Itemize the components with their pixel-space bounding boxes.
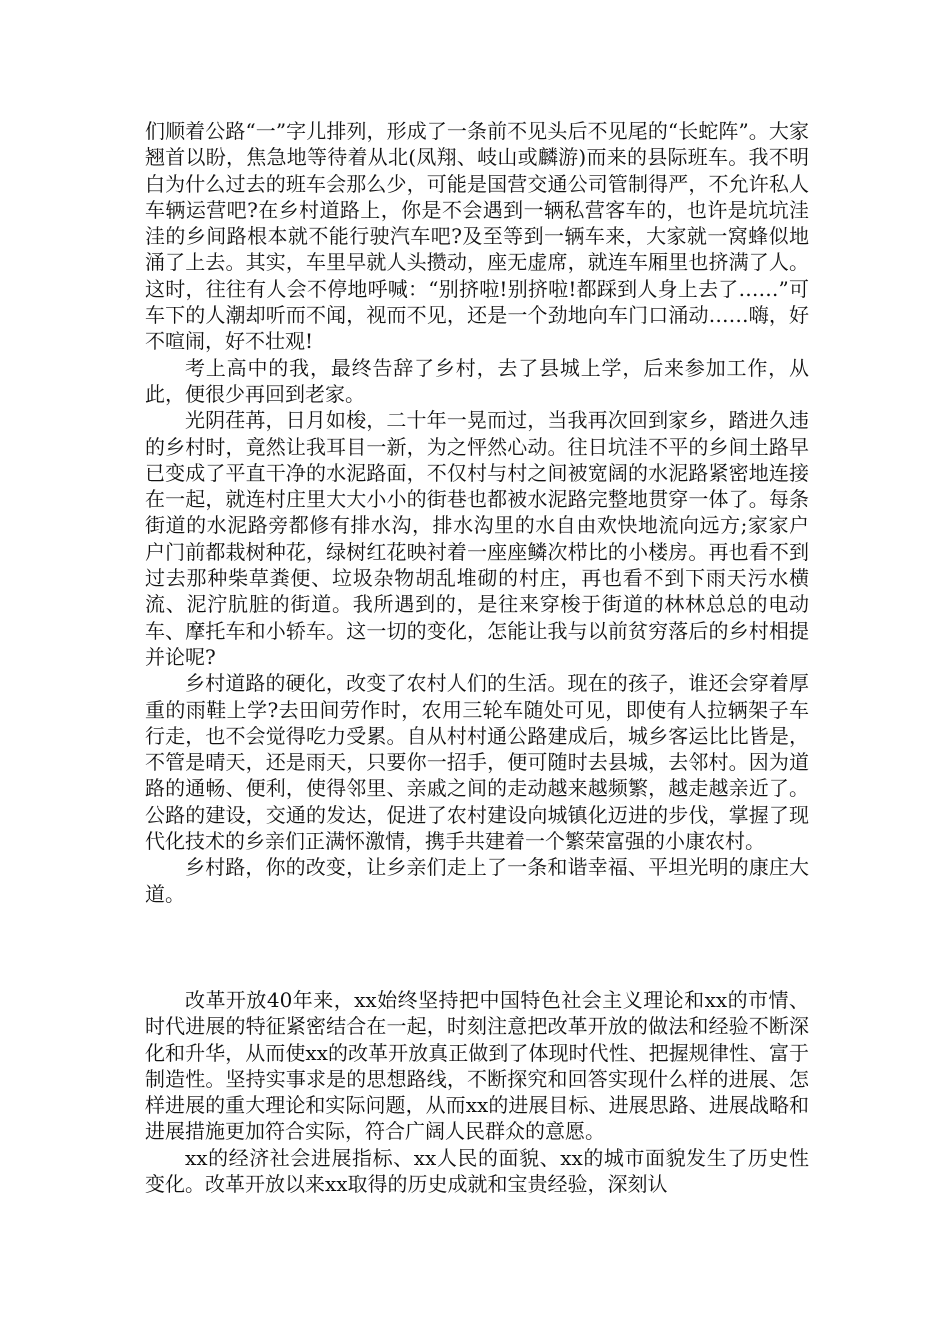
paragraph-3: 光阴荏苒，日月如梭，二十年一晃而过，当我再次回到家乡，踏进久违的乡村时，竟然让我耳目一新，为之怦然心动。往日坑洼不平的乡间土路早已变成了平直干净的水泥路面，不仅村与村之间被宽阔的水泥路紧密地连接在一起，就连村庄里大大小小的街巷也都被水泥路完整地贯穿一体了。每条街道的水泥路旁都修有排水沟，排水沟里的水自由欢快地流向远方;家家户户门前都栽树种花，绿树红花映衬着一座座鳞次栉比的小楼房。再也看不到过去那种柴草粪便、垃圾杂物胡乱堆砌的村庄，再也看不到下雨天污水横流、泥泞肮脏的街道。我所遇到的，是往来穿梭于街道的林林总总的电动车、摩托车和小轿车。这一切的变化，怎能让我与以前贫穷落后的乡村相提并论呢?: [145, 408, 809, 669]
paragraph-7: xx的经济社会进展指标、xx人民的面貌、xx的城市面貌发生了历史性变化。改革开放以来xx取得的历史成就和宝贵经验，深刻认: [145, 1145, 809, 1196]
paragraph-1: 们顺着公路“一”字儿排列，形成了一条前不见头后不见尾的“长蛇阵”。大家翘首以盼，焦急地等待着从北(凤翔、岐山或麟游)而来的县际班车。我不明白为什么过去的班车会那么少，可能是国营交通公司管制得严，不允许私人车辆运营吧?在乡村道路上，你是不会遇到一辆私营客车的，也许是坑坑洼洼的乡间路根本就不能行驶汽车吧?及至等到一辆车来，大家就一窝蜂似地涌了上去。其实，车里早就人头攒动，座无虚席，就连车厢里也挤满了人。这时，往往有人会不停地呼喊：“别挤啦!别挤啦!都踩到人身上去了……”可车下的人潮却听而不闻，视而不见，还是一个劲地向车门口涌动……嗨，好不喧闹，好不壮观!: [145, 119, 809, 354]
document-page: [145, 118, 809, 1197]
paragraph-5: 乡村路，你的改变，让乡亲们走上了一条和谐幸福、平坦光明的康庄大道。: [145, 855, 809, 906]
paragraph-6: 改革开放40年来，xx始终坚持把中国特色社会主义理论和xx的市情、时代进展的特征紧密结合在一起，时刻注意把改革开放的做法和经验不断深化和升华，从而使xx的改革开放真正做到了体现时代性、把握规律性、富于制造性。坚持实事求是的思想路线，不断探究和回答实现什么样的进展、怎样进展的重大理论和实际问题，从而xx的进展目标、进展思路、进展战略和进展措施更加符合实际，符合广阔人民群众的意愿。: [145, 987, 809, 1144]
paragraph-4: 乡村道路的硬化，改变了农村人们的生活。现在的孩子，谁还会穿着厚重的雨鞋上学?去田间劳作时，农用三轮车随处可见，即使有人拉辆架子车行走，也不会觉得吃力受累。自从村村通公路建成后，城乡客运比比皆是，不管是晴天，还是雨天，只要你一招手，便可随时去县城，去邻村。因为道路的通畅、便利，使得邻里、亲戚之间的走动越来越频繁，越走越亲近了。公路的建设，交通的发达，促进了农村建设向城镇化迈进的步伐，掌握了现代化技术的乡亲们正满怀激情，携手共建着一个繁荣富强的小康农村。: [145, 671, 809, 854]
section-gap: [145, 907, 809, 987]
paragraph-2: 考上高中的我，最终告辞了乡村，去了县城上学，后来参加工作，从此，便很少再回到老家。: [145, 355, 809, 406]
